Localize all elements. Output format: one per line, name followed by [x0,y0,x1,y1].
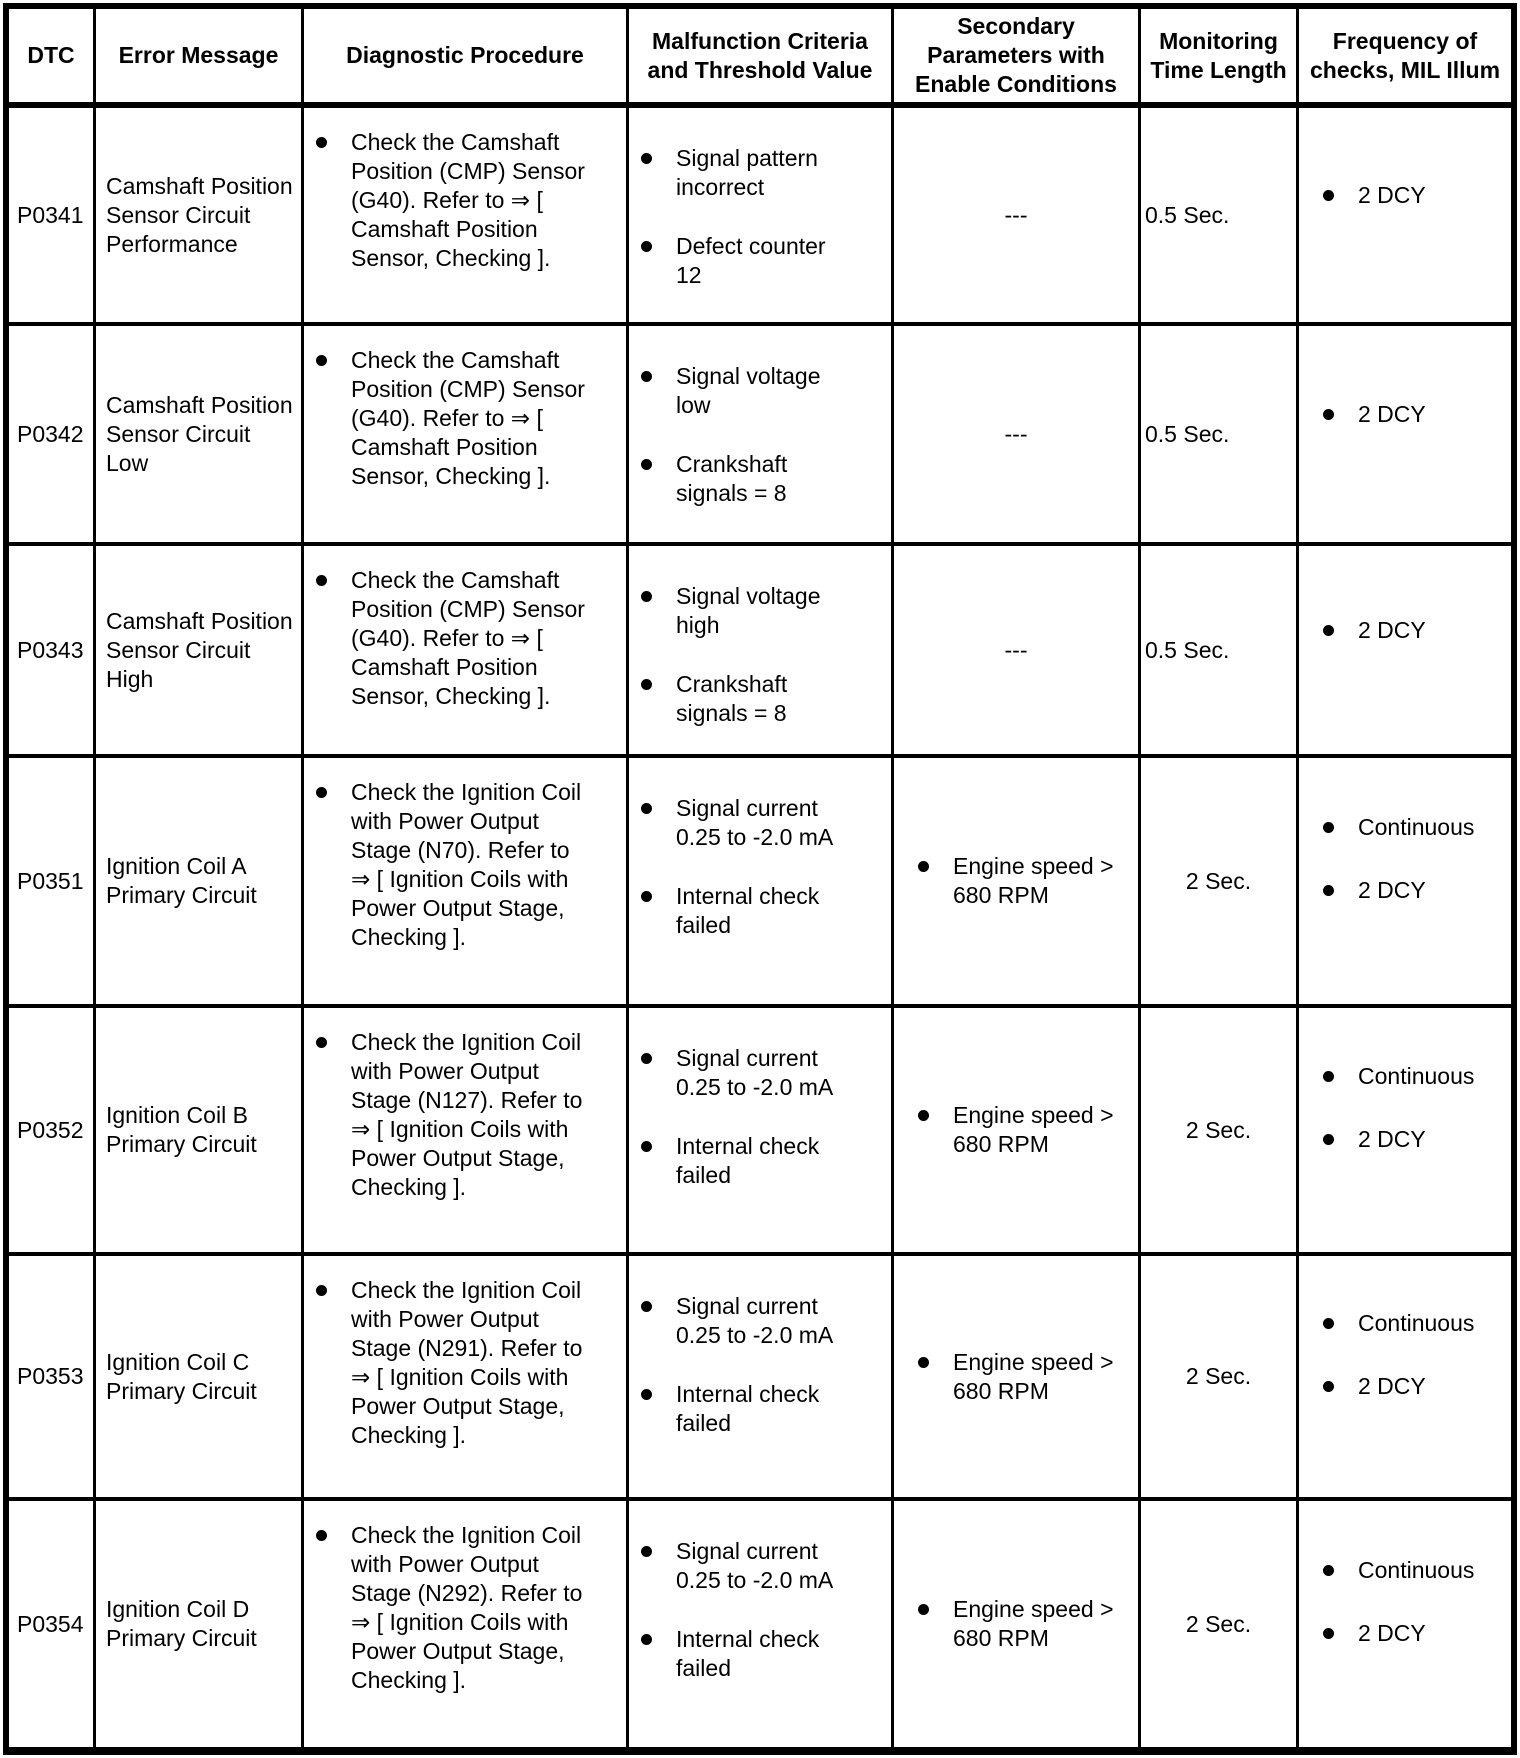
list-item [641,1292,847,1350]
bullet-icon [918,861,929,872]
bullet-icon [918,1110,929,1121]
header-frequency: Frequency of checks, MIL Illum [1299,9,1511,104]
secondary-parameters-cell [894,758,1138,1004]
list-item [641,1380,847,1438]
bullet-icon [641,1634,652,1645]
secondary-parameters-cell [894,108,1138,322]
bullet-icon [316,575,327,586]
list-item [1323,876,1505,905]
criteria-text: Internal check failed [676,1381,820,1436]
list-item [641,1625,847,1683]
malfunction-criteria-cell [629,546,891,754]
no-parameters-dash: --- [1004,420,1028,447]
list-item [1323,616,1505,645]
list-item [918,1101,1124,1159]
malfunction-criteria-cell [629,108,891,322]
frequency-text: Continuous [1358,1063,1475,1089]
bullet-icon [1323,822,1334,833]
criteria-text: Internal check failed [676,1133,820,1188]
list-item [316,346,592,491]
frequency-cell [1299,546,1511,754]
malfunction-criteria-cell [629,1501,891,1747]
monitoring-time-cell [1141,758,1296,1004]
no-parameters-dash: --- [1004,636,1028,663]
error-message-text: Ignition Coil A Primary Circuit [106,853,257,908]
list-item [641,144,847,202]
frequency-text: Continuous [1358,1309,1475,1336]
bullet-icon [918,1357,929,1368]
bullet-icon [316,137,327,148]
error-message-cell [96,1008,301,1252]
bullet-icon [641,1053,652,1064]
procedure-text: Check the Camshaft Position (CMP) Sensor (G40). Refer to ⇒ [ Camshaft Position Sensor, Checking ]. [351,129,585,271]
list-item [1323,813,1505,842]
list-item [918,1348,1124,1406]
list-item [641,232,847,290]
list-item [1323,1062,1505,1091]
secondary-parameter-text: Engine speed > 680 RPM [953,1348,1114,1404]
monitoring-time-text: 2 Sec. [1185,1116,1252,1143]
criteria-text: Crankshaft signals = 8 [676,451,788,506]
dtc-code: P0352 [9,1008,93,1252]
secondary-parameters-cell [894,1008,1138,1252]
bullet-icon [641,1301,652,1312]
error-message-text: Camshaft Position Sensor Circuit High [106,607,293,692]
frequency-text: Continuous [1358,1557,1475,1583]
list-item [641,882,847,940]
criteria-text: Signal current 0.25 to -2.0 mA [676,1045,834,1100]
bullet-icon [1323,1318,1334,1329]
monitoring-time-text: 2 Sec. [1185,1610,1252,1637]
error-message-text: Ignition Coil D Primary Circuit [106,1596,257,1651]
monitoring-time-cell [1141,326,1296,542]
criteria-text: Signal voltage high [676,583,821,638]
error-message-text: Ignition Coil B Primary Circuit [106,1102,257,1157]
diagnostic-procedure-cell [304,108,626,322]
secondary-parameter-text: Engine speed > 680 RPM [953,1102,1114,1157]
error-message-cell [96,1501,301,1747]
monitoring-time-cell [1141,546,1296,754]
list-item [641,1537,847,1595]
header-dtc: DTC [9,9,93,104]
secondary-parameters-cell [894,1256,1138,1497]
list-item [641,362,847,420]
bullet-icon [641,153,652,164]
list-item [918,852,1124,910]
monitoring-time-text: 2 Sec. [1185,867,1252,894]
monitoring-time-cell [1141,1008,1296,1252]
frequency-cell [1299,758,1511,1004]
dtc-table [3,3,1517,1755]
criteria-text: Signal current 0.25 to -2.0 mA [676,795,834,850]
monitoring-time-text: 0.5 Sec. [1145,636,1230,663]
procedure-text: Check the Ignition Coil with Power Output Stage (N291). Refer to ⇒ [ Ignition Coils with Power Output Stage, Checking ]. [351,1277,583,1448]
list-item [1323,400,1505,429]
procedure-text: Check the Ignition Coil with Power Output Stage (N127). Refer to ⇒ [ Ignition Coils with Power Output Stage, Checking ]. [351,1029,583,1200]
criteria-text: Signal current 0.25 to -2.0 mA [676,1538,834,1593]
dtc-code: P0341 [9,108,93,322]
bullet-icon [641,371,652,382]
bullet-icon [1323,1134,1334,1145]
list-item [641,794,847,852]
error-message-text: Camshaft Position Sensor Circuit Low [106,391,293,476]
header-secondary-parameters: Secondary Parameters with Enable Conditions [894,9,1138,104]
header-monitoring-time: Monitoring Time Length [1141,9,1296,104]
header-malfunction-criteria: Malfunction Criteria and Threshold Value [629,9,891,104]
bullet-icon [641,1546,652,1557]
diagnostic-procedure-cell [304,758,626,1004]
error-message-text: Camshaft Position Sensor Circuit Performance [106,172,293,257]
error-message-cell [96,546,301,754]
bullet-icon [641,891,652,902]
bullet-icon [1323,885,1334,896]
list-item [1323,1309,1505,1338]
header-diagnostic-procedure: Diagnostic Procedure [304,9,626,104]
frequency-text: 2 DCY [1358,877,1426,903]
secondary-parameter-text: Engine speed > 680 RPM [953,1596,1114,1651]
frequency-text: 2 DCY [1358,1372,1426,1399]
frequency-cell [1299,326,1511,542]
list-item [316,1276,592,1450]
list-item [316,128,592,273]
diagnostic-procedure-cell [304,1501,626,1747]
dtc-code: P0343 [9,546,93,754]
error-message-cell [96,758,301,1004]
procedure-text: Check the Camshaft Position (CMP) Sensor (G40). Refer to ⇒ [ Camshaft Position Sensor, Checking ]. [351,347,585,489]
dtc-code: P0351 [9,758,93,1004]
bullet-icon [641,591,652,602]
header-error-message: Error Message [96,9,301,104]
frequency-cell [1299,1008,1511,1252]
list-item [316,1521,592,1695]
monitoring-time-cell [1141,108,1296,322]
monitoring-time-text: 0.5 Sec. [1145,201,1230,228]
procedure-text: Check the Ignition Coil with Power Output Stage (N70). Refer to ⇒ [ Ignition Coils with Power Output Stage, Checking ]. [351,779,582,950]
bullet-icon [1323,1565,1334,1576]
bullet-icon [641,459,652,470]
bullet-icon [641,803,652,814]
bullet-icon [641,1141,652,1152]
frequency-cell [1299,108,1511,322]
list-item [641,450,847,508]
list-item [641,1044,847,1102]
criteria-text: Defect counter 12 [676,233,826,288]
bullet-icon [1323,1381,1334,1392]
error-message-cell [96,326,301,542]
bullet-icon [1323,625,1334,636]
bullet-icon [316,355,327,366]
secondary-parameters-cell [894,326,1138,542]
no-parameters-dash: --- [1004,201,1028,228]
list-item [1323,1125,1505,1154]
list-item [641,1132,847,1190]
bullet-icon [316,1037,327,1048]
monitoring-time-text: 0.5 Sec. [1145,420,1230,447]
bullet-icon [641,679,652,690]
secondary-parameters-cell [894,546,1138,754]
procedure-text: Check the Ignition Coil with Power Output Stage (N292). Refer to ⇒ [ Ignition Coils with Power Output Stage, Checking ]. [351,1522,583,1693]
bullet-icon [316,1530,327,1541]
list-item [641,670,847,728]
list-item [316,566,592,711]
bullet-icon [1323,190,1334,201]
dtc-code: P0342 [9,326,93,542]
frequency-cell [1299,1256,1511,1497]
dtc-code: P0353 [9,1256,93,1497]
frequency-text: 2 DCY [1358,400,1426,427]
error-message-text: Ignition Coil C Primary Circuit [106,1348,257,1404]
dtc-code: P0354 [9,1501,93,1747]
list-item [641,582,847,640]
secondary-parameters-cell [894,1501,1138,1747]
bullet-icon [1323,409,1334,420]
list-item [1323,1372,1505,1401]
list-item [316,778,592,952]
frequency-text: 2 DCY [1358,1620,1426,1646]
bullet-icon [641,241,652,252]
malfunction-criteria-cell [629,326,891,542]
diagnostic-procedure-cell [304,326,626,542]
criteria-text: Internal check failed [676,883,820,938]
error-message-cell [96,108,301,322]
list-item [1323,1556,1505,1585]
frequency-text: 2 DCY [1358,181,1426,208]
bullet-icon [918,1604,929,1615]
criteria-text: Signal pattern incorrect [676,145,818,200]
malfunction-criteria-cell [629,1256,891,1497]
malfunction-criteria-cell [629,1008,891,1252]
diagnostic-procedure-cell [304,1256,626,1497]
frequency-text: Continuous [1358,814,1475,840]
malfunction-criteria-cell [629,758,891,1004]
list-item [918,1595,1124,1653]
criteria-text: Internal check failed [676,1626,820,1681]
bullet-icon [1323,1628,1334,1639]
list-item [1323,181,1505,210]
bullet-icon [316,1285,327,1296]
error-message-cell [96,1256,301,1497]
criteria-text: Crankshaft signals = 8 [676,671,788,726]
bullet-icon [316,787,327,798]
frequency-text: 2 DCY [1358,616,1426,643]
bullet-icon [641,1389,652,1400]
secondary-parameter-text: Engine speed > 680 RPM [953,853,1114,908]
monitoring-time-text: 2 Sec. [1185,1363,1252,1389]
list-item [316,1028,592,1202]
list-item [1323,1619,1505,1648]
procedure-text: Check the Camshaft Position (CMP) Sensor (G40). Refer to ⇒ [ Camshaft Position Sensor, Checking ]. [351,567,585,709]
bullet-icon [1323,1071,1334,1082]
criteria-text: Signal voltage low [676,363,821,418]
diagnostic-procedure-cell [304,546,626,754]
monitoring-time-cell [1141,1256,1296,1497]
criteria-text: Signal current 0.25 to -2.0 mA [676,1293,834,1348]
monitoring-time-cell [1141,1501,1296,1747]
diagnostic-procedure-cell [304,1008,626,1252]
frequency-cell [1299,1501,1511,1747]
frequency-text: 2 DCY [1358,1126,1426,1152]
